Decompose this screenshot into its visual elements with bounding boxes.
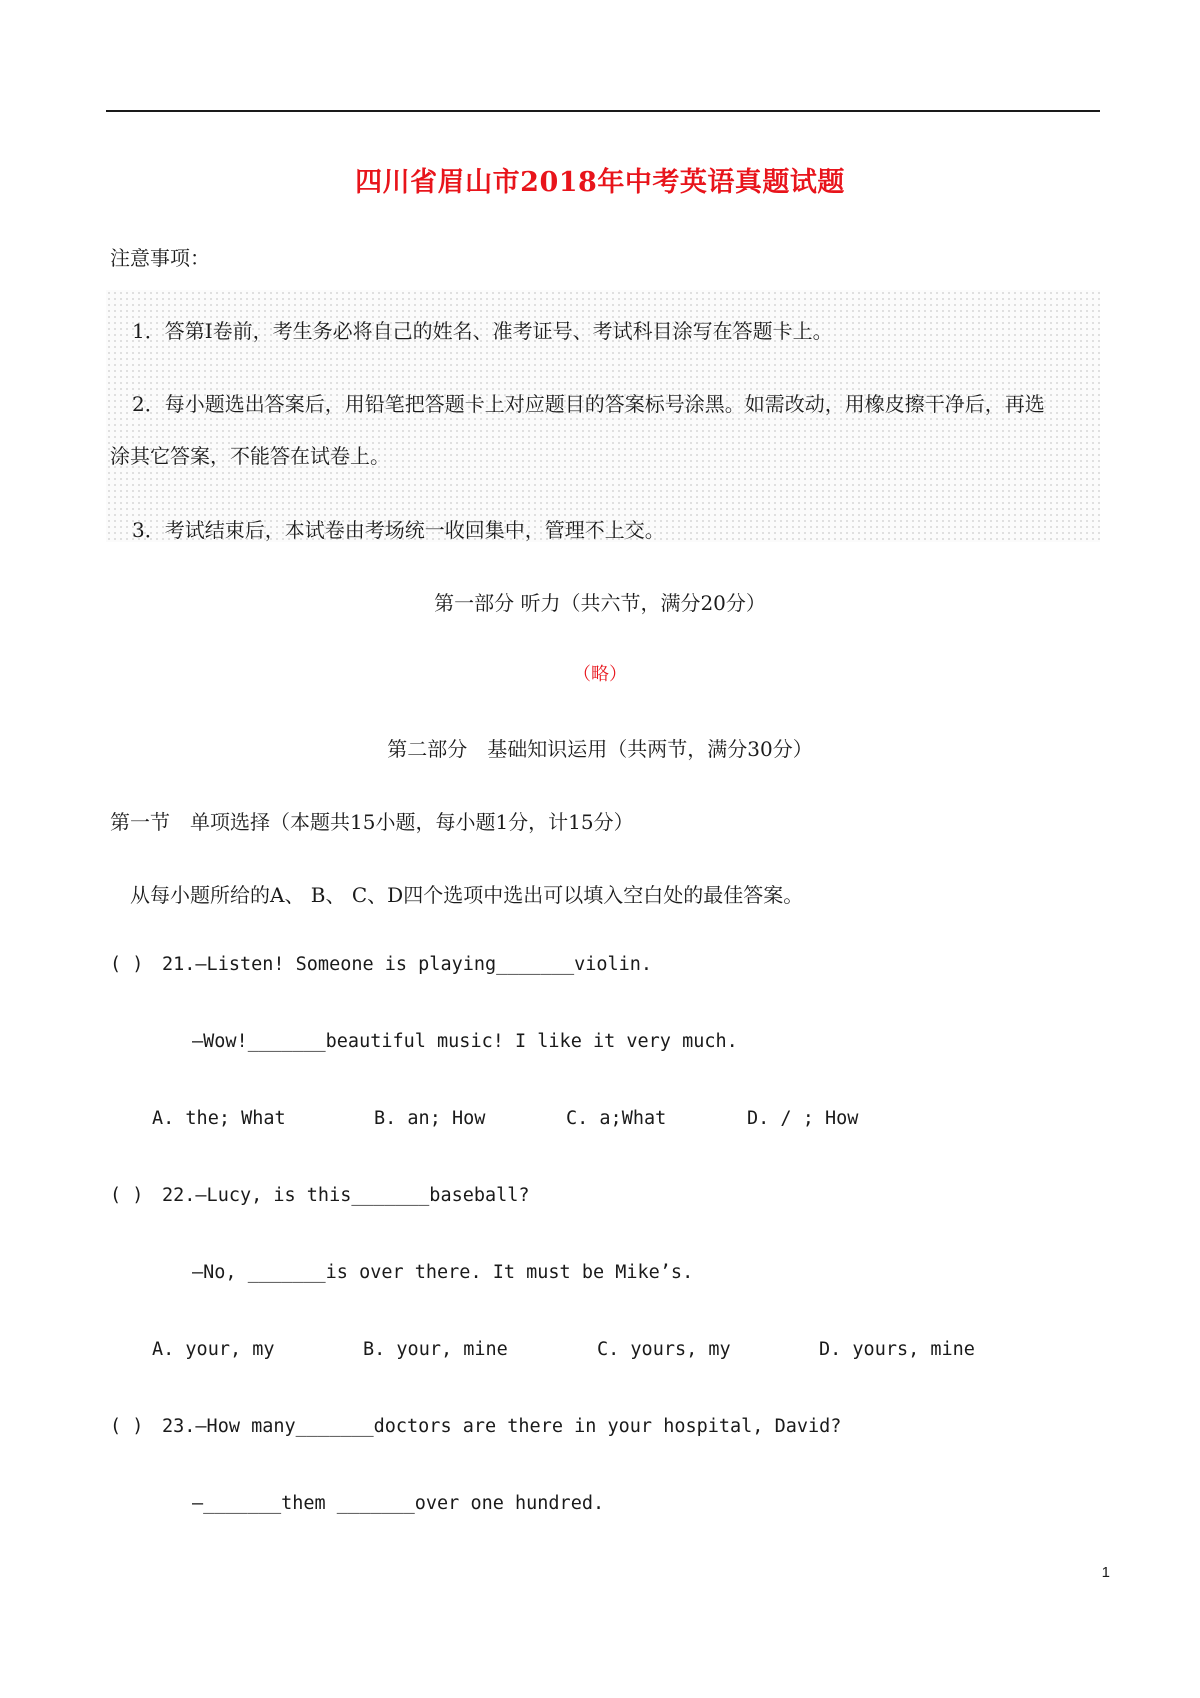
- notice-heading: 注意事项：: [110, 246, 210, 270]
- notice-item: 3．考试结束后，本试卷由考场统一收回集中，管理不上交。: [132, 518, 665, 542]
- section1-heading: 第一节 单项选择（本题共15小题，每小题1分，计15分）: [110, 810, 634, 834]
- option-a: A. the; What: [152, 1108, 286, 1129]
- option-b: B. your, mine: [363, 1339, 508, 1360]
- question-line: —_______them _______over one hundred.: [192, 1493, 605, 1514]
- option-d: D. / ; How: [747, 1108, 859, 1129]
- part2-heading: 第二部分 基础知识运用（共两节，满分30分）: [387, 737, 813, 761]
- page-number: 1: [1101, 1564, 1110, 1581]
- top-rule: [106, 110, 1100, 112]
- question-line: 23.—How many_______doctors are there in your hospital, David?: [162, 1416, 842, 1437]
- option-c: C. a;What: [566, 1108, 667, 1129]
- question-line: —No, _______is over there. It must be Mike’s.: [192, 1262, 694, 1283]
- question-bracket: ( ): [110, 1185, 144, 1206]
- option-b: B. an; How: [374, 1108, 486, 1129]
- question-line: 21.—Listen! Someone is playing_______violin.: [162, 954, 653, 975]
- notice-item: 涂其它答案，不能答在试卷上。: [110, 444, 390, 468]
- question-line: —Wow!_______beautiful music! I like it very much.: [192, 1031, 738, 1052]
- part1-heading: 第一部分 听力（共六节，满分20分）: [434, 591, 766, 615]
- question-bracket: ( ): [110, 954, 144, 975]
- page-title: 四川省眉山市2018年中考英语真题试题: [355, 167, 845, 198]
- option-a: A. your, my: [152, 1339, 275, 1360]
- part1-omitted: （略）: [573, 664, 627, 685]
- option-d: D. yours, mine: [819, 1339, 975, 1360]
- question-line: 22.—Lucy, is this_______baseball?: [162, 1185, 530, 1206]
- option-c: C. yours, my: [597, 1339, 731, 1360]
- section1-instruction: 从每小题所给的A、 B、 C、D四个选项中选出可以填入空白处的最佳答案。: [130, 883, 804, 907]
- notice-item: 1．答第Ⅰ卷前，考生务必将自己的姓名、准考证号、考试科目涂写在答题卡上。: [132, 319, 833, 343]
- notice-item: 2．每小题选出答案后，用铅笔把答题卡上对应题目的答案标号涂黑。如需改动，用橡皮擦干净后，再选: [132, 392, 1045, 416]
- question-bracket: ( ): [110, 1416, 144, 1437]
